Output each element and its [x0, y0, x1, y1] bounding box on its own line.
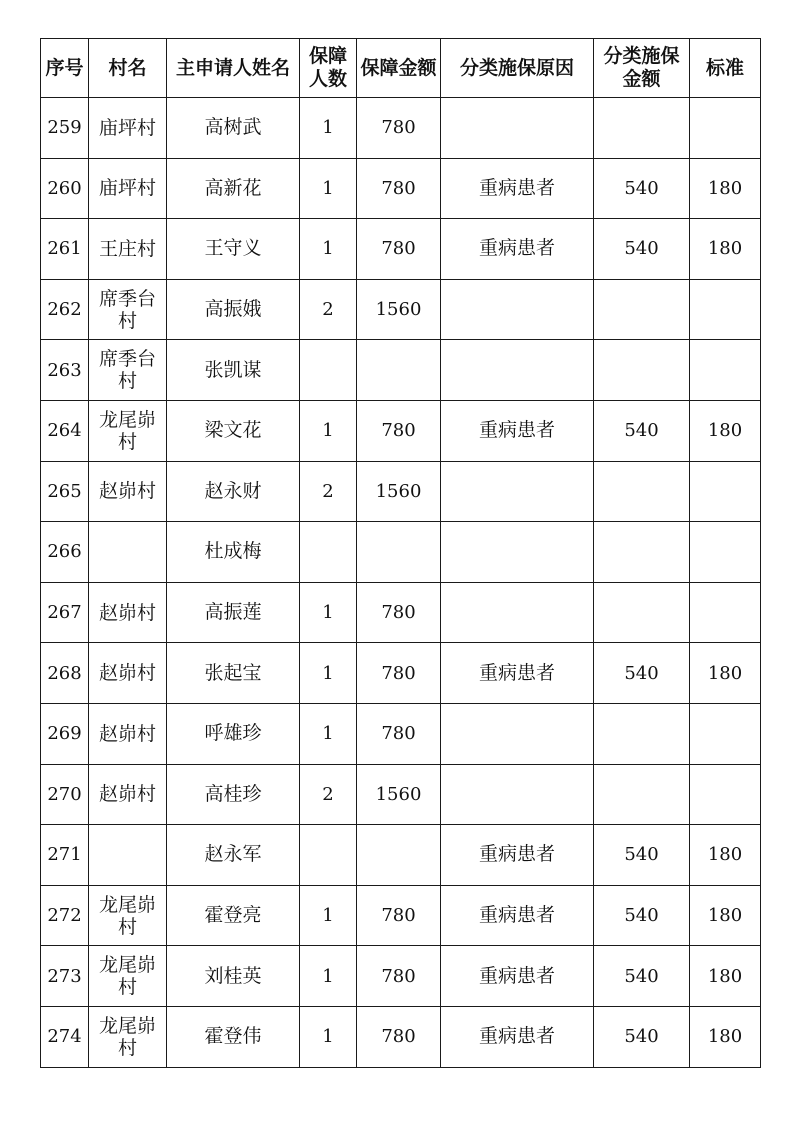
table-row	[41, 946, 761, 1007]
cell-standard	[690, 98, 761, 159]
cell-village: 庙坪村	[89, 98, 167, 159]
cell-applicant: 张凯谋	[167, 340, 300, 401]
cell-persons: 2	[300, 279, 357, 340]
cell-serial: 260	[41, 158, 89, 219]
cell-amount: 780	[357, 946, 441, 1007]
cell-reason: 重病患者	[441, 1006, 594, 1067]
cell-category-amount: 540	[594, 219, 690, 280]
table-row	[41, 1006, 761, 1067]
cell-reason: 重病患者	[441, 158, 594, 219]
cell-amount: 780	[357, 400, 441, 461]
cell-amount: 780	[357, 703, 441, 764]
cell-serial: 274	[41, 1006, 89, 1067]
table-row	[41, 885, 761, 946]
cell-village: 庙坪村	[89, 158, 167, 219]
cell-village	[89, 825, 167, 886]
cell-persons: 1	[300, 400, 357, 461]
cell-applicant: 王守义	[167, 219, 300, 280]
cell-persons	[300, 522, 357, 583]
cell-amount	[357, 825, 441, 886]
cell-serial: 261	[41, 219, 89, 280]
cell-village: 席季台村	[89, 340, 167, 401]
cell-serial: 267	[41, 582, 89, 643]
cell-reason: 重病患者	[441, 946, 594, 1007]
cell-applicant: 高振娥	[167, 279, 300, 340]
cell-category-amount: 540	[594, 643, 690, 704]
cell-standard: 180	[690, 158, 761, 219]
cell-category-amount: 540	[594, 158, 690, 219]
table-row	[41, 643, 761, 704]
cell-category-amount: 540	[594, 825, 690, 886]
cell-village: 赵峁村	[89, 461, 167, 522]
cell-applicant: 高振莲	[167, 582, 300, 643]
cell-amount: 780	[357, 643, 441, 704]
cell-serial: 272	[41, 885, 89, 946]
header-amount: 保障金额	[357, 39, 441, 98]
cell-applicant: 梁文花	[167, 400, 300, 461]
cell-village: 龙尾峁村	[89, 400, 167, 461]
cell-amount: 780	[357, 1006, 441, 1067]
cell-standard	[690, 340, 761, 401]
cell-applicant: 呼雄珍	[167, 703, 300, 764]
cell-village: 龙尾峁村	[89, 1006, 167, 1067]
cell-applicant: 张起宝	[167, 643, 300, 704]
cell-reason	[441, 703, 594, 764]
table-row	[41, 219, 761, 280]
header-category-amount: 分类施保金额	[594, 39, 690, 98]
cell-applicant: 霍登伟	[167, 1006, 300, 1067]
cell-serial: 259	[41, 98, 89, 159]
cell-standard: 180	[690, 1006, 761, 1067]
table-row	[41, 703, 761, 764]
table-row	[41, 825, 761, 886]
cell-category-amount	[594, 279, 690, 340]
cell-amount	[357, 522, 441, 583]
table-row	[41, 158, 761, 219]
cell-reason: 重病患者	[441, 825, 594, 886]
cell-amount: 780	[357, 219, 441, 280]
table-body	[41, 98, 761, 1068]
cell-serial: 268	[41, 643, 89, 704]
cell-applicant: 杜成梅	[167, 522, 300, 583]
cell-category-amount	[594, 98, 690, 159]
cell-reason	[441, 764, 594, 825]
cell-category-amount	[594, 764, 690, 825]
cell-standard	[690, 522, 761, 583]
cell-reason: 重病患者	[441, 400, 594, 461]
cell-category-amount	[594, 340, 690, 401]
cell-village: 赵峁村	[89, 582, 167, 643]
cell-serial: 264	[41, 400, 89, 461]
cell-reason	[441, 340, 594, 401]
cell-persons: 1	[300, 582, 357, 643]
cell-amount	[357, 340, 441, 401]
cell-applicant: 高新花	[167, 158, 300, 219]
cell-standard: 180	[690, 643, 761, 704]
cell-amount: 780	[357, 885, 441, 946]
cell-persons: 1	[300, 643, 357, 704]
cell-reason	[441, 522, 594, 583]
cell-persons: 1	[300, 703, 357, 764]
cell-persons: 1	[300, 158, 357, 219]
cell-reason: 重病患者	[441, 219, 594, 280]
header-row	[41, 39, 761, 98]
cell-village: 龙尾峁村	[89, 946, 167, 1007]
header-persons: 保障人数	[300, 39, 357, 98]
cell-category-amount	[594, 582, 690, 643]
cell-serial: 263	[41, 340, 89, 401]
cell-standard: 180	[690, 946, 761, 1007]
cell-amount: 1560	[357, 764, 441, 825]
cell-category-amount: 540	[594, 885, 690, 946]
header-village: 村名	[89, 39, 167, 98]
cell-village: 王庄村	[89, 219, 167, 280]
cell-village	[89, 522, 167, 583]
cell-standard	[690, 582, 761, 643]
table-row	[41, 98, 761, 159]
header-reason: 分类施保原因	[441, 39, 594, 98]
cell-persons: 1	[300, 219, 357, 280]
cell-amount: 780	[357, 582, 441, 643]
header-serial: 序号	[41, 39, 89, 98]
cell-village: 赵峁村	[89, 703, 167, 764]
cell-applicant: 赵永财	[167, 461, 300, 522]
cell-applicant: 高桂珍	[167, 764, 300, 825]
cell-amount: 1560	[357, 279, 441, 340]
cell-persons: 2	[300, 461, 357, 522]
cell-amount: 780	[357, 158, 441, 219]
cell-category-amount	[594, 522, 690, 583]
cell-applicant: 高树武	[167, 98, 300, 159]
assistance-table	[40, 38, 761, 1068]
cell-serial: 271	[41, 825, 89, 886]
cell-reason	[441, 582, 594, 643]
cell-serial: 269	[41, 703, 89, 764]
cell-persons: 2	[300, 764, 357, 825]
cell-standard: 180	[690, 885, 761, 946]
table-row	[41, 582, 761, 643]
cell-standard: 180	[690, 400, 761, 461]
cell-persons: 1	[300, 98, 357, 159]
cell-persons: 1	[300, 885, 357, 946]
cell-reason	[441, 279, 594, 340]
header-standard: 标准	[690, 39, 761, 98]
cell-category-amount: 540	[594, 946, 690, 1007]
cell-category-amount	[594, 461, 690, 522]
cell-reason: 重病患者	[441, 885, 594, 946]
table-row	[41, 461, 761, 522]
table-row	[41, 764, 761, 825]
cell-amount: 1560	[357, 461, 441, 522]
cell-persons	[300, 340, 357, 401]
cell-persons: 1	[300, 946, 357, 1007]
table-row	[41, 400, 761, 461]
cell-village: 龙尾峁村	[89, 885, 167, 946]
table-row	[41, 340, 761, 401]
cell-category-amount: 540	[594, 400, 690, 461]
cell-standard: 180	[690, 825, 761, 886]
table-row	[41, 522, 761, 583]
cell-persons	[300, 825, 357, 886]
cell-amount: 780	[357, 98, 441, 159]
cell-serial: 270	[41, 764, 89, 825]
cell-reason	[441, 98, 594, 159]
cell-village: 席季台村	[89, 279, 167, 340]
cell-serial: 266	[41, 522, 89, 583]
cell-serial: 273	[41, 946, 89, 1007]
cell-applicant: 霍登亮	[167, 885, 300, 946]
cell-standard	[690, 703, 761, 764]
cell-village: 赵峁村	[89, 643, 167, 704]
table-header	[41, 39, 761, 98]
cell-reason	[441, 461, 594, 522]
cell-standard	[690, 764, 761, 825]
cell-applicant: 刘桂英	[167, 946, 300, 1007]
cell-serial: 262	[41, 279, 89, 340]
header-applicant: 主申请人姓名	[167, 39, 300, 98]
cell-standard	[690, 461, 761, 522]
cell-category-amount	[594, 703, 690, 764]
cell-serial: 265	[41, 461, 89, 522]
table-row	[41, 279, 761, 340]
cell-persons: 1	[300, 1006, 357, 1067]
cell-reason: 重病患者	[441, 643, 594, 704]
cell-standard	[690, 279, 761, 340]
cell-standard: 180	[690, 219, 761, 280]
cell-category-amount: 540	[594, 1006, 690, 1067]
cell-applicant: 赵永军	[167, 825, 300, 886]
cell-village: 赵峁村	[89, 764, 167, 825]
